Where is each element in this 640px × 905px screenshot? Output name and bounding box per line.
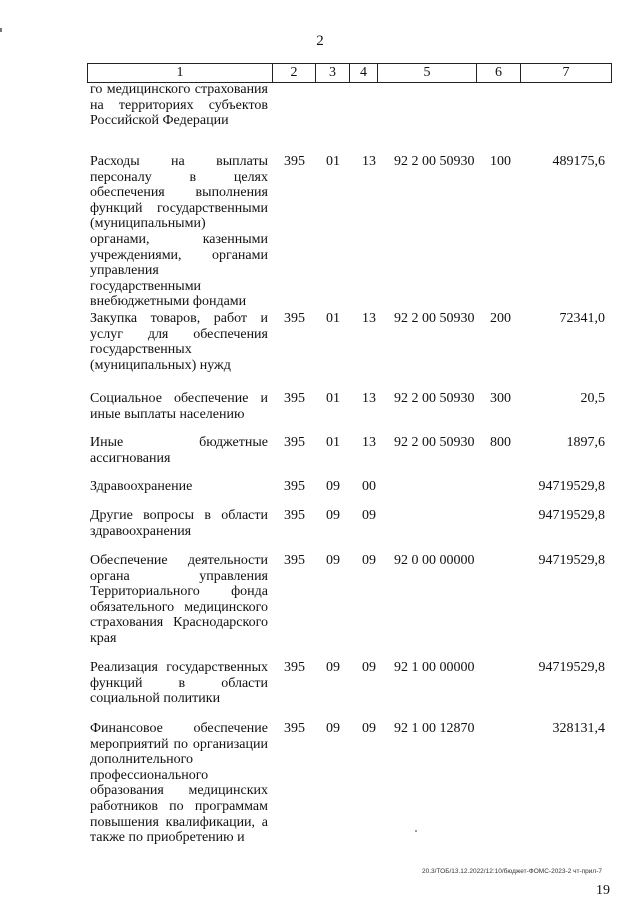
table-row bbox=[87, 660, 617, 721]
row-ministry-code: 395 bbox=[284, 311, 305, 326]
row-subsection: 13 bbox=[362, 435, 376, 450]
row-amount: 20,5 bbox=[580, 391, 605, 406]
column-header-table bbox=[87, 63, 612, 83]
margin-mark bbox=[0, 28, 2, 32]
row-subsection: 13 bbox=[362, 154, 376, 169]
row-ministry-code: 395 bbox=[284, 435, 305, 450]
row-expense-type: 100 bbox=[490, 154, 511, 169]
row-ministry-code: 395 bbox=[284, 391, 305, 406]
row-name: Социальное обеспечение и иные выплаты населению bbox=[90, 391, 268, 422]
column-header-6: 6 bbox=[477, 64, 521, 83]
table-row bbox=[87, 82, 617, 154]
footer-document-code: 20.3/ТОБ/13.12.2022/12:10/бюджет-ФОМС-2023-2 чт-прил-7 bbox=[422, 868, 602, 875]
row-name: Закупка товаров, работ и услуг для обеспечения государственных (муниципальных) нужд bbox=[90, 311, 268, 373]
row-subsection: 00 bbox=[362, 479, 376, 494]
row-subsection: 09 bbox=[362, 721, 376, 736]
row-name: Другие вопросы в области здравоохранения bbox=[90, 508, 268, 539]
page-top-number: 2 bbox=[316, 33, 324, 49]
table-row bbox=[87, 154, 617, 311]
column-header-5: 5 bbox=[378, 64, 477, 83]
row-subsection: 09 bbox=[362, 508, 376, 523]
row-name: Обеспечение деятельности органа управления Территориального фонда обязательного медицинского страхования Краснодарского края bbox=[90, 553, 268, 646]
row-amount: 94719529,8 bbox=[538, 660, 605, 675]
table-row bbox=[87, 311, 617, 391]
footer-page-number: 19 bbox=[596, 883, 610, 898]
column-header-1: 1 bbox=[88, 64, 273, 83]
scan-dot bbox=[415, 830, 417, 832]
column-header-3: 3 bbox=[316, 64, 350, 83]
row-subsection: 09 bbox=[362, 660, 376, 675]
row-name: Иные бюджетные ассигнования bbox=[90, 435, 268, 466]
row-section: 09 bbox=[326, 721, 340, 736]
row-ministry-code: 395 bbox=[284, 721, 305, 736]
row-section: 01 bbox=[326, 311, 340, 326]
row-ministry-code: 395 bbox=[284, 154, 305, 169]
budget-rows bbox=[87, 82, 617, 851]
row-section: 09 bbox=[326, 479, 340, 494]
row-amount: 94719529,8 bbox=[538, 553, 605, 568]
row-amount: 489175,6 bbox=[552, 154, 605, 169]
row-expense-type: 800 bbox=[490, 435, 511, 450]
row-subsection: 09 bbox=[362, 553, 376, 568]
row-expense-type: 200 bbox=[490, 311, 511, 326]
table-row bbox=[87, 721, 617, 851]
column-header-row bbox=[88, 64, 612, 83]
row-ministry-code: 395 bbox=[284, 508, 305, 523]
table-row bbox=[87, 508, 617, 553]
row-amount: 72341,0 bbox=[559, 311, 605, 326]
row-section: 01 bbox=[326, 391, 340, 406]
row-amount: 1897,6 bbox=[566, 435, 605, 450]
column-header-4: 4 bbox=[350, 64, 378, 83]
table-row bbox=[87, 479, 617, 508]
row-section: 09 bbox=[326, 660, 340, 675]
row-expense-type: 300 bbox=[490, 391, 511, 406]
row-ministry-code: 395 bbox=[284, 479, 305, 494]
row-name: Расходы на выплаты персоналу в целях обеспечения выполнения функций государственными (муниципальными) органами, казенными учреждениями, органами управления государственными внебюджетными фондами bbox=[90, 154, 268, 310]
table-row bbox=[87, 553, 617, 660]
table-row bbox=[87, 435, 617, 479]
row-target-article: 92 0 00 00000 bbox=[394, 553, 475, 568]
row-target-article: 92 2 00 50930 bbox=[394, 435, 475, 450]
row-amount: 94719529,8 bbox=[538, 508, 605, 523]
row-section: 09 bbox=[326, 508, 340, 523]
row-target-article: 92 1 00 00000 bbox=[394, 660, 475, 675]
row-target-article: 92 2 00 50930 bbox=[394, 391, 475, 406]
row-name: Реализация государственных функций в области социальной политики bbox=[90, 660, 268, 707]
row-ministry-code: 395 bbox=[284, 660, 305, 675]
column-header-7: 7 bbox=[521, 64, 612, 83]
row-target-article: 92 2 00 50930 bbox=[394, 154, 475, 169]
row-subsection: 13 bbox=[362, 311, 376, 326]
table-row bbox=[87, 391, 617, 435]
column-header-2: 2 bbox=[273, 64, 316, 83]
row-name: Здравоохранение bbox=[90, 479, 193, 494]
row-section: 01 bbox=[326, 154, 340, 169]
row-subsection: 13 bbox=[362, 391, 376, 406]
row-name: Финансовое обеспечение мероприятий по организации дополнительного профессионального образования медицинских работников по программам повышения квалификации, а также по приобретению и bbox=[90, 721, 268, 846]
row-name: го медицинского страхования на территориях субъектов Российской Федерации bbox=[90, 82, 268, 129]
row-ministry-code: 395 bbox=[284, 553, 305, 568]
row-section: 09 bbox=[326, 553, 340, 568]
row-target-article: 92 1 00 12870 bbox=[394, 721, 475, 736]
row-target-article: 92 2 00 50930 bbox=[394, 311, 475, 326]
row-section: 01 bbox=[326, 435, 340, 450]
row-amount: 328131,4 bbox=[552, 721, 605, 736]
row-amount: 94719529,8 bbox=[538, 479, 605, 494]
